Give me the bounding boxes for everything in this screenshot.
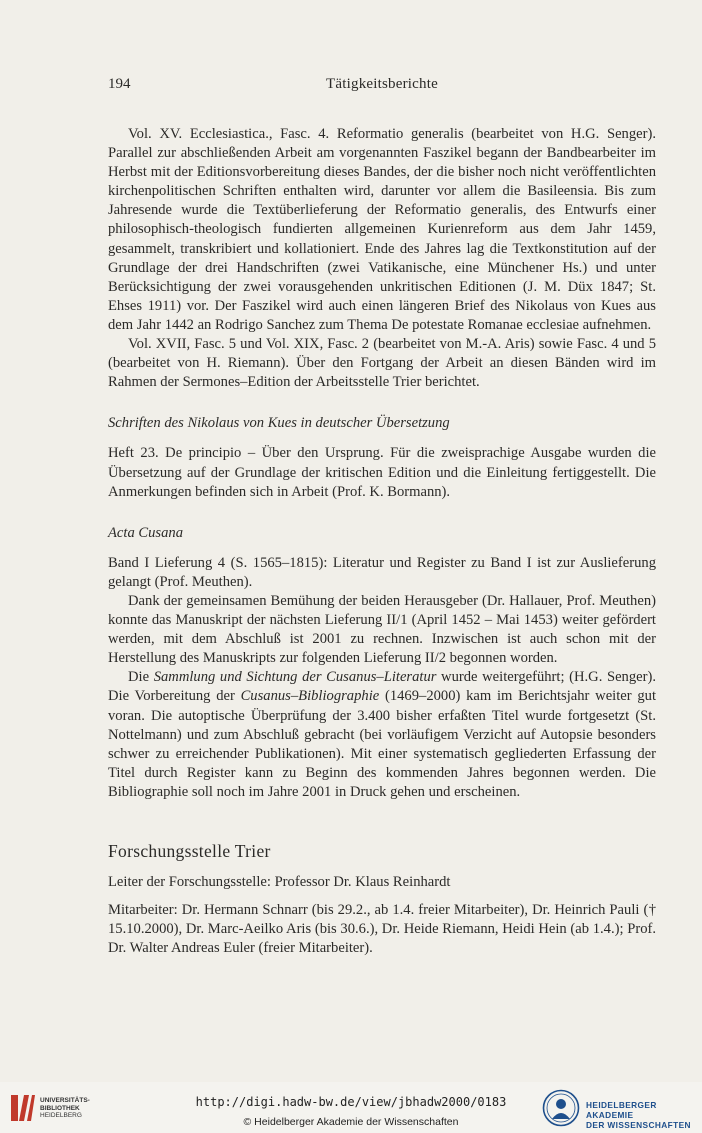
hadw-line-2: DER WISSENSCHAFTEN [586, 1120, 691, 1130]
permalink-url[interactable]: http://digi.hadw-bw.de/view/jbhadw2000/0183 [195, 1095, 507, 1109]
paragraph-heft-23: Heft 23. De principio – Über den Ursprung. Für die zweisprachige Ausgabe wurden die Übersetzung auf der Grundlage der kritischen Edition und die Einleitung fertiggestellt. Die Anmerkungen befinden sich in Arbeit (Prof. K. Bormann). [108, 445, 656, 500]
text-run: Die [128, 669, 154, 686]
paragraph-mitarbeiter: Mitarbeiter: Dr. Hermann Schnarr (bis 29.2., ab 1.4. freier Mitarbeiter), Dr. Heinrich Pauli († 15.10.2000), Dr. Marc-Aeilko Aris (bis 30.6.), Dr. Heide Riemann, Heidi Hein (ab 1.4.); Prof. Dr. Walter Andreas Euler (freier Mitarbeiter). [108, 902, 656, 957]
paragraph-bibliographie [108, 668, 656, 802]
page-number: 194 [108, 76, 131, 92]
hadw-logo[interactable] [542, 1089, 697, 1130]
text-run: wurde weitergeführt; (H.G. Senger). Die Vorbereitung der [108, 669, 656, 705]
page-body [108, 125, 656, 958]
section-heading-forschungsstelle-trier: Forschungsstelle Trier [108, 841, 271, 861]
hadw-logo-text [586, 1100, 697, 1130]
copyright-notice: © Heidelberger Akademie der Wissenschaften [243, 1116, 459, 1128]
text-run: (1469–2000) kam im Berichtsjahr weiter gut voran. Die autoptische Überprüfung der 3.400 bisher erfaßten Titel wurde fortgesetzt (St. Nottelmann) und zum Abschluß gebracht (bei vorläufigem Verzicht auf Autopsie besonders schwer zu erreichender Publikationen). Mit einer systematisch gegliederten Erfassung der Titel durch Register kann zu Beginn des kommenden Jahres begonnen werden. Die Bibliographie soll noch im Jahre 2001 in Druck gehen und erscheinen. [108, 688, 657, 800]
paragraph-leiter: Leiter der Forschungsstelle: Professor Dr. Klaus Reinhardt [108, 874, 451, 891]
digitization-footer [0, 1082, 702, 1133]
paragraph-band-i: Band I Lieferung 4 (S. 1565–1815): Literatur und Register zu Band I ist zur Auslieferung gelangt (Prof. Meuthen). [108, 554, 656, 590]
running-title: Tätigkeitsberichte [326, 76, 438, 92]
paragraph-herausgeber: Dank der gemeinsamen Bemühung der beiden Herausgeber (Dr. Hallauer, Prof. Meuthen) konnte das Manuskript der nächsten Lieferung II/1 (April 1452 – Mai 1453) weiter gefördert werden, mit dem Abschluß ist 2001 zu rechnen. Inzwischen ist auch schon mit der Herstellung des Manuskripts zur folgenden Lieferung II/2 begonnen worden. [108, 592, 656, 667]
paragraph-vol-xv: Vol. XV. Ecclesiastica., Fasc. 4. Reformatio generalis (bearbeitet von H.G. Senger). Parallel zur abschließenden Arbeit am vorgenannten Faszikel begann der Bandbearbeiter im Herbst mit der Editionsvorbereitung dieses Bandes, der die bisher noch nicht veröffentlichten kirchenpolitischen Schriften enthalten wird, darunter vor allem die Basileensia. Bis zum Jahresende wurde die Textüberlieferung der Reformatio generalis, des Entwurfs einer philosophisch-theologisch fundierten allgemeinen Kurienreform aus dem Jahr 1459, gesammelt, transkribiert und kollationiert. Ende des Jahres lag die Textkonstitution auf der Grundlage der drei Handschriften (zwei Vatikanische, eine Münchener Hs.) und unter Berücksichtigung der zwei vorausgehenden unkritischen Editionen (J. M. Düx 1847; St. Ehses 1911) vor. Der Faszikel wird auch einen längeren Brief des Nikolaus von Kues aus dem Jahr 1442 an Rodrigo Sanchez zum Thema De potestate Romanae ecclesiae aufnehmen. [108, 126, 656, 333]
section-heading-translation: Schriften des Nikolaus von Kues in deutscher Übersetzung [108, 415, 450, 432]
ub-line-1: UNIVERSITÄTS- [40, 1097, 90, 1104]
italic-title-sammlung: Sammlung und Sichtung der Cusanus–Literatur [153, 669, 437, 686]
academy-seal-icon [542, 1089, 580, 1127]
ub-line-2: BIBLIOTHEK [40, 1104, 80, 1112]
section-heading-acta-cusana: Acta Cusana [108, 524, 183, 541]
hadw-line-1: HEIDELBERGER AKADEMIE [586, 1100, 657, 1120]
ub-line-3: HEIDELBERG [40, 1112, 82, 1119]
italic-title-bibliographie: Cusanus–Bibliographie [240, 688, 380, 705]
paragraph-vol-xvii: Vol. XVII, Fasc. 5 und Vol. XIX, Fasc. 2 (bearbeitet von M.-A. Aris) sowie Fasc. 4 und 5 (bearbeitet von H. Riemann). Über den Fortgang der Arbeit an diesen Bänden wird im Rahmen der Sermones–Edition der Arbeitsstelle Trier berichtet. [108, 336, 656, 391]
